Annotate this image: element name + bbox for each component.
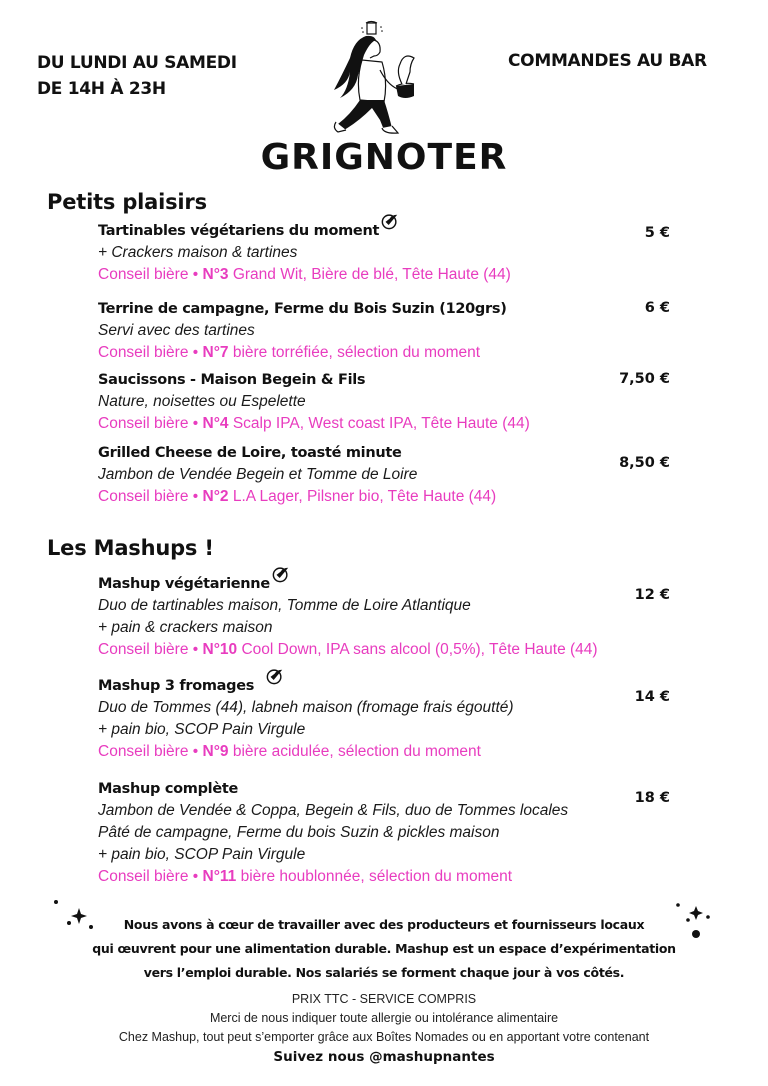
hours-time: DE 14H À 23H (37, 79, 166, 99)
menu-item (98, 442, 678, 508)
item-description: + pain bio, SCOP Pain Virgule (98, 721, 306, 738)
beer-pairing: Conseil bière • N°11 bière houblonnée, sélection du moment (98, 868, 513, 885)
item-price: 8,50 € (619, 455, 670, 471)
orders-notice: COMMANDES AU BAR (508, 51, 707, 71)
item-description: Jambon de Vendée & Coppa, Begein & Fils, duo de Tommes locales (98, 802, 569, 819)
beer-number: N°3 (202, 266, 229, 283)
item-description: Pâté de campagne, Ferme du bois Suzin & pickles maison (98, 824, 500, 841)
beer-number: N°9 (202, 743, 229, 760)
item-description: Jambon de Vendée Begein et Tomme de Loire (98, 466, 418, 483)
woman-running-with-pot-illustration (330, 20, 440, 135)
opening-hours (37, 50, 237, 102)
beer-number: N°11 (202, 868, 237, 885)
footer (0, 990, 768, 1067)
item-name: Mashup complète (98, 781, 239, 797)
social-handle: Suivez nous @mashupnantes (273, 1049, 495, 1065)
beer-number: N°7 (202, 344, 229, 361)
beer-pairing: Conseil bière • N°4 Scalp IPA, West coast IPA, Tête Haute (44) (98, 415, 530, 432)
vegetarian-icon (266, 667, 284, 685)
beer-pairing: Conseil bière • N°3 Grand Wit, Bière de blé, Tête Haute (44) (98, 266, 511, 283)
allergy-notice: Merci de nous indiquer toute allergie ou intolérance alimentaire (209, 1011, 559, 1025)
beer-pairing: Conseil bière • N°2 L.A Lager, Pilsner bio, Tête Haute (44) (98, 488, 497, 505)
sustainability-note: Nous avons à cœur de travailler avec des producteurs et fournisseurs locaux qui œuvrent pour une alimentation durable. Mashup est un espace d’expérimentation vers l’emploi durable. Nos salariés se forment chaque jour à vos côtés. (92, 917, 676, 980)
item-price: 14 € (634, 689, 670, 705)
menu-item (98, 298, 678, 364)
menu-item (98, 675, 678, 763)
item-description: Servi avec des tartines (98, 322, 255, 339)
item-description: Duo de Tommes (44), labneh maison (fromage frais égoutté) (98, 699, 514, 716)
hours-days: DU LUNDI AU SAMEDI (37, 53, 237, 73)
item-price: 6 € (644, 300, 670, 316)
item-description: + pain & crackers maison (98, 619, 273, 636)
takeaway-notice: Chez Mashup, tout peut s’emporter grâce aux Boîtes Nomades ou en apportant votre contenant (118, 1030, 650, 1044)
item-description: Nature, noisettes ou Espelette (98, 393, 306, 410)
item-name: Mashup 3 fromages (98, 675, 678, 697)
beer-number: N°4 (202, 415, 229, 432)
item-description: Duo de tartinables maison, Tomme de Loire Atlantique (98, 597, 471, 614)
item-price: 12 € (634, 587, 670, 603)
menu-item (98, 220, 678, 286)
section-title-petits-plaisirs: Petits plaisirs (47, 190, 207, 214)
beer-pairing: Conseil bière • N°9 bière acidulée, sélection du moment (98, 743, 481, 760)
menu-item (98, 778, 678, 888)
item-description: + pain bio, SCOP Pain Virgule (98, 846, 306, 863)
item-price: 5 € (644, 225, 670, 241)
item-price: 7,50 € (619, 371, 670, 387)
beer-pairing: Conseil bière • N°10 Cool Down, IPA sans alcool (0,5%), Tête Haute (44) (98, 641, 598, 658)
vegetarian-icon (381, 212, 399, 230)
section-title-les-mashups: Les Mashups ! (47, 536, 214, 560)
beer-number: N°2 (202, 488, 229, 505)
item-name: Mashup végétarienne (98, 573, 678, 595)
beer-number: N°10 (202, 641, 238, 658)
vegetarian-icon (272, 565, 290, 583)
page-title: GRIGNOTER (260, 137, 508, 178)
item-name: Saucissons - Maison Begein & Fils (98, 372, 366, 388)
beer-pairing: Conseil bière • N°7 bière torréfiée, sélection du moment (98, 344, 481, 361)
item-name: Tartinables végétariens du moment (98, 220, 678, 242)
item-description: + Crackers maison & tartines (98, 244, 298, 261)
item-price: 18 € (634, 790, 670, 806)
menu-item (98, 573, 678, 661)
item-name: Grilled Cheese de Loire, toasté minute (98, 445, 402, 461)
menu-item (98, 369, 678, 435)
item-name: Terrine de campagne, Ferme du Bois Suzin (120grs) (98, 301, 507, 317)
price-notice: PRIX TTC - SERVICE COMPRIS (291, 992, 477, 1006)
